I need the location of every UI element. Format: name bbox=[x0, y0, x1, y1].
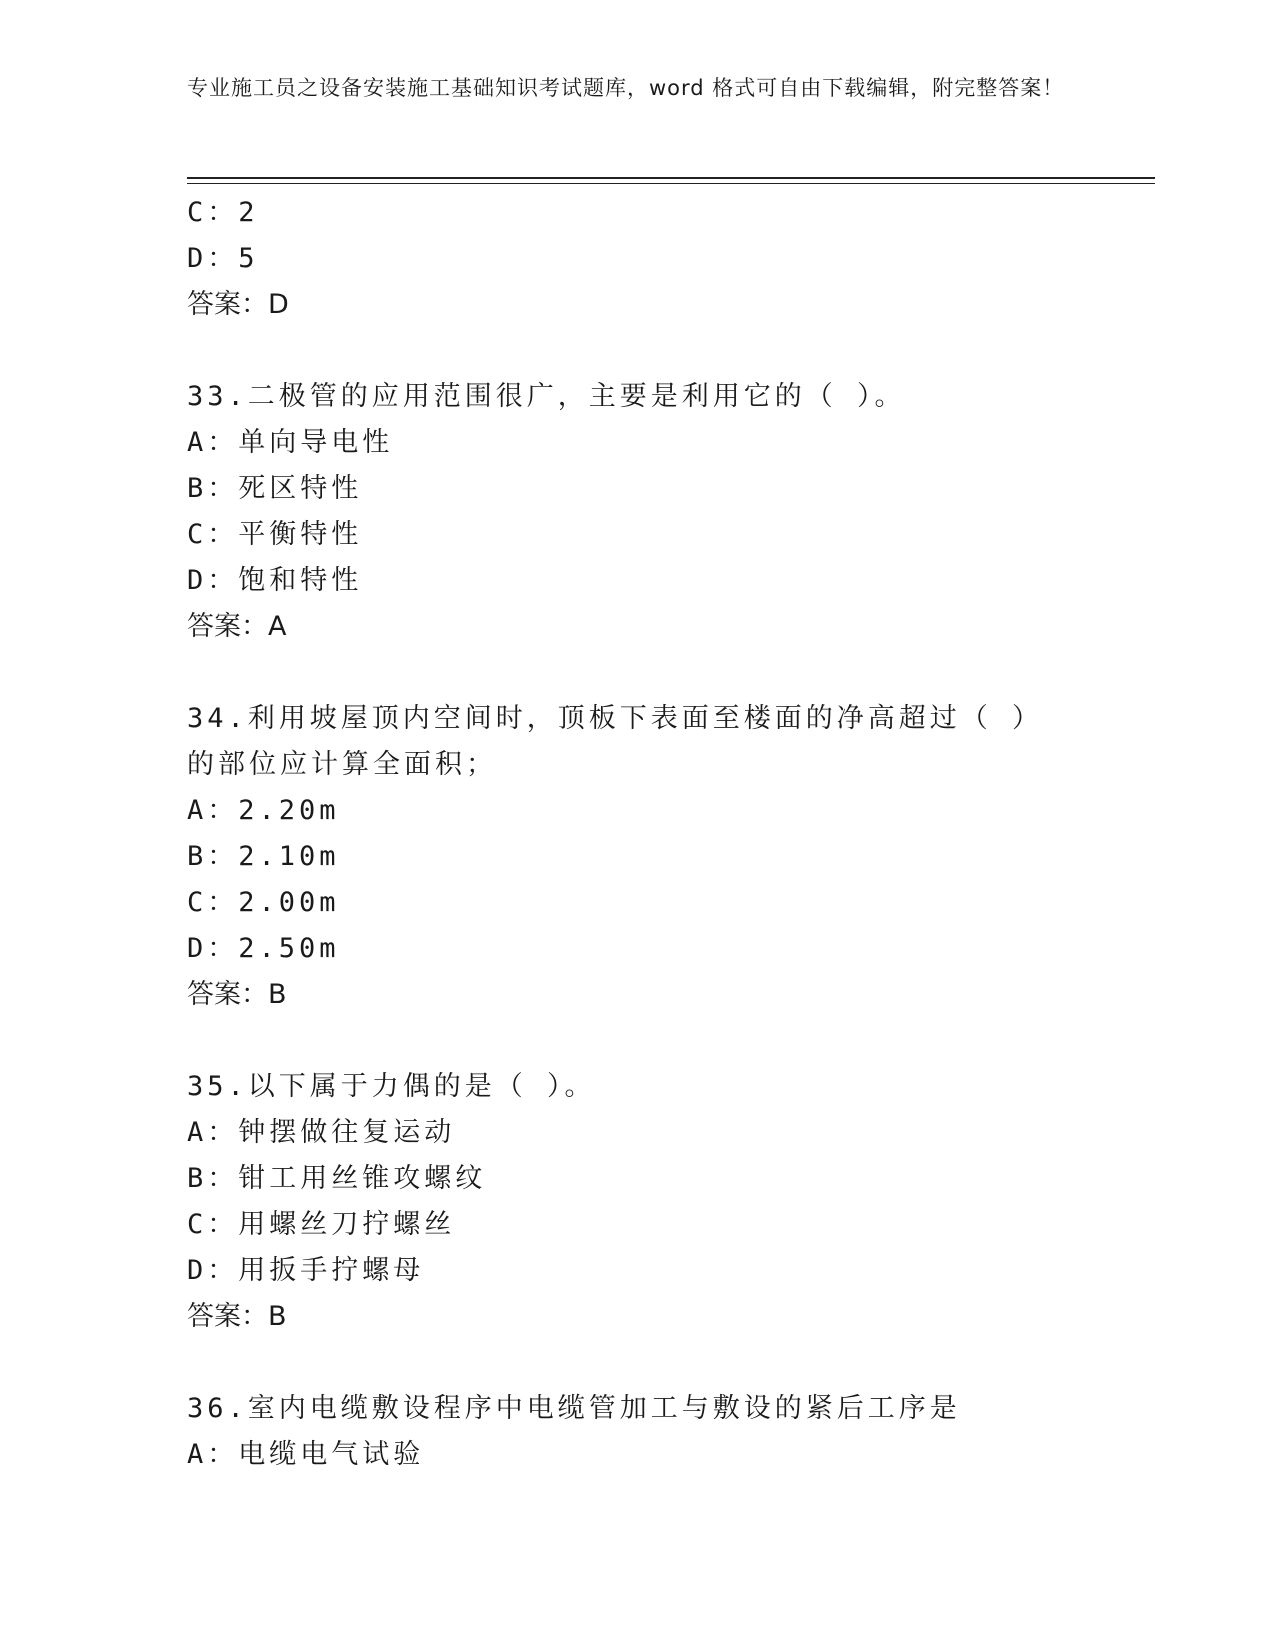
option-b: B：钳工用丝锥攻螺纹 bbox=[187, 1163, 487, 1194]
option-c: C：用螺丝刀拧螺丝 bbox=[187, 1209, 456, 1240]
option-a: A：2.20m bbox=[187, 795, 340, 826]
header-divider-thin bbox=[187, 183, 1155, 184]
previous-question-tail bbox=[187, 190, 1087, 328]
option-d: D：5 bbox=[187, 243, 259, 274]
option-d: D：用扳手拧螺母 bbox=[187, 1255, 425, 1286]
question-title: 36.室内电缆敷设程序中电缆管加工与敷设的紧后工序是 bbox=[187, 1393, 961, 1424]
header-divider bbox=[187, 177, 1155, 179]
option-b: B：死区特性 bbox=[187, 473, 363, 504]
option-c: C：2 bbox=[187, 197, 259, 228]
document-header: 专业施工员之设备安装施工基础知识考试题库，word 格式可自由下载编辑，附完整答案！ bbox=[187, 76, 1065, 100]
question-title: 35.以下属于力偶的是（ ）。 bbox=[187, 1071, 596, 1102]
option-a: A：钟摆做往复运动 bbox=[187, 1117, 456, 1148]
answer: 答案：A bbox=[187, 611, 287, 642]
question-34 bbox=[187, 696, 1087, 1018]
option-b: B：2.10m bbox=[187, 841, 340, 872]
answer: 答案：B bbox=[187, 979, 287, 1010]
question-36 bbox=[187, 1386, 1087, 1478]
option-d: D：饱和特性 bbox=[187, 565, 363, 596]
option-a: A：电缆电气试验 bbox=[187, 1439, 425, 1470]
question-35 bbox=[187, 1064, 1087, 1340]
option-c: C：平衡特性 bbox=[187, 519, 363, 550]
question-list bbox=[187, 190, 1087, 1478]
option-d: D：2.50m bbox=[187, 933, 340, 964]
answer: 答案：D bbox=[187, 289, 289, 320]
question-title: 33.二极管的应用范围很广，主要是利用它的（ ）。 bbox=[187, 381, 906, 412]
option-c: C：2.00m bbox=[187, 887, 340, 918]
option-a: A：单向导电性 bbox=[187, 427, 394, 458]
question-33 bbox=[187, 374, 1087, 650]
question-title: 34.利用坡屋顶内空间时，顶板下表面至楼面的净高超过（ ）的部位应计算全面积； bbox=[187, 703, 1044, 780]
answer: 答案：B bbox=[187, 1301, 287, 1332]
